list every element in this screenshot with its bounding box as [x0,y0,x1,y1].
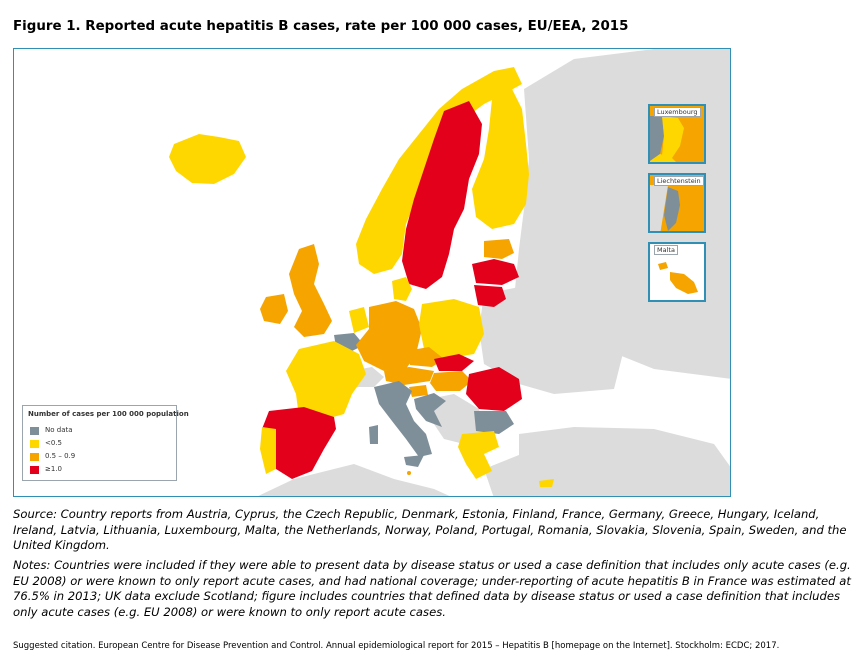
country-iceland [169,134,246,184]
map-frame [13,48,731,497]
country-bulgaria [474,411,514,434]
legend [22,405,189,481]
legend-swatch [30,427,39,435]
inset-luxembourg [648,104,706,164]
notes-text: Notes: Countries were included if they were able to present data by disease status or used a case definition that includes only acute cases (e.g. EU 2008) or were known to only report acute cases, and had national coverage; under-reporting of acute hepatitis B in France was estimated at 76.5% in 2013; UK data exclude Scotland; figure includes countries that defined data by disease status or used a case definition that includes only acute cases (e.g. EU 2008) or were known to only report acute cases. [13,558,851,619]
figure-title: Figure 1. Reported acute hepatitis B cases, rate per 100 000 cases, EU/EEA, 2015 [13,19,629,34]
country-netherlands [349,307,369,333]
country-uk [289,244,332,337]
inset-label: Liechtenstein [654,176,704,186]
country-malta [407,471,411,475]
legend-label: 0.5 – 0.9 [45,452,76,460]
country-italy-sardinia [369,425,378,444]
citation-text: Suggested citation. European Centre for Disease Prevention and Control. Annual epidemiological report for 2015 – Hepatitis B [homepage on the Internet]. Stockholm: ECDC; 2017. [13,641,780,651]
legend-label: ≥1.0 [45,465,62,473]
legend-label: No data [45,426,73,434]
country-hungary [430,371,472,391]
legend-label: <0.5 [45,439,62,447]
country-latvia [472,259,519,285]
inset-liechtenstein [648,173,706,233]
legend-swatch [30,466,39,474]
legend-swatch [30,453,39,461]
country-italy-sicily [404,455,424,467]
legend-swatch [30,440,39,448]
legend-title: Number of cases per 100 000 population [28,410,189,418]
country-ireland [260,294,288,324]
country-finland [472,89,529,229]
country-estonia [484,239,514,259]
inset-label: Luxembourg [654,107,701,117]
inset-malta [648,242,706,302]
inset-label: Malta [654,245,678,255]
country-portugal [260,427,276,474]
source-note: Source: Country reports from Austria, Cyprus, the Czech Republic, Denmark, Estonia, Finland, France, Germany, Greece, Hungary, Iceland, Ireland, Latvia, Lithuania, Luxembourg, Malta, the Netherlands, Norway, Poland, Portugal, Romania, Slovakia, Slovenia, Spain, Sweden, and the United Kingdom. [13,507,847,552]
